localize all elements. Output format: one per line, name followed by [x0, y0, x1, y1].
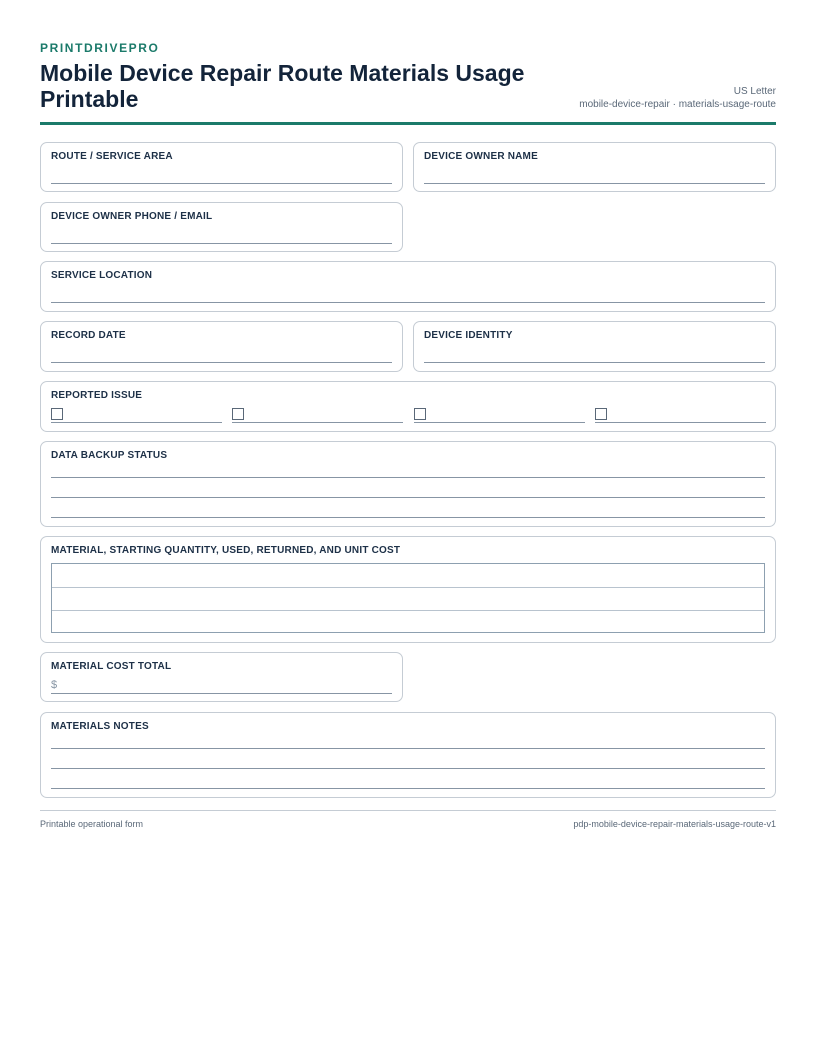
device-identity-field[interactable] [413, 321, 776, 372]
owner-contact-input-line[interactable] [51, 243, 392, 244]
footer-divider [40, 810, 776, 811]
cost-total-field[interactable] [40, 652, 403, 702]
cost-total-input-line[interactable] [51, 693, 392, 694]
backup-status-line-1[interactable] [51, 477, 765, 478]
footer-form-id: pdp-mobile-device-repair-materials-usage-route-v1 [573, 819, 776, 829]
owner-name-input-line[interactable] [424, 183, 765, 184]
issue-option-1[interactable] [51, 408, 222, 422]
issue-option-line[interactable] [595, 422, 766, 423]
header-divider [40, 122, 776, 125]
cost-total-label: MATERIAL COST TOTAL [51, 661, 172, 672]
backup-status-label: DATA BACKUP STATUS [51, 450, 168, 461]
issue-option-2[interactable] [232, 408, 403, 422]
paper-size: US Letter [733, 86, 776, 97]
materials-table[interactable] [51, 563, 765, 633]
issue-option-line[interactable] [51, 422, 222, 423]
notes-line-2[interactable] [51, 768, 765, 769]
materials-table-section [40, 536, 776, 643]
document-slug: mobile-device-repair · materials-usage-route [579, 99, 776, 110]
owner-name-label: DEVICE OWNER NAME [424, 151, 538, 162]
route-field[interactable] [40, 142, 403, 192]
service-location-field[interactable] [40, 261, 776, 312]
materials-notes-field[interactable] [40, 712, 776, 798]
checkbox-icon[interactable] [232, 408, 244, 420]
currency-symbol: $ [51, 679, 58, 691]
service-location-label: SERVICE LOCATION [51, 270, 153, 281]
device-identity-input-line[interactable] [424, 362, 765, 363]
issue-option-4[interactable] [595, 408, 766, 422]
checkbox-icon[interactable] [51, 408, 63, 420]
materials-notes-label: MATERIALS NOTES [51, 721, 149, 732]
notes-line-3[interactable] [51, 788, 765, 789]
route-input-line[interactable] [51, 183, 392, 184]
checkbox-icon[interactable] [595, 408, 607, 420]
reported-issue-field [40, 381, 776, 432]
backup-status-line-2[interactable] [51, 497, 765, 498]
owner-name-field[interactable] [413, 142, 776, 192]
route-label: ROUTE / SERVICE AREA [51, 151, 173, 162]
owner-contact-label: DEVICE OWNER PHONE / EMAIL [51, 211, 213, 222]
owner-contact-field[interactable] [40, 202, 403, 252]
notes-line-1[interactable] [51, 748, 765, 749]
backup-status-line-3[interactable] [51, 517, 765, 518]
issue-option-3[interactable] [414, 408, 585, 422]
document-meta [579, 85, 776, 111]
checkbox-icon[interactable] [414, 408, 426, 420]
footer-left-text: Printable operational form [40, 819, 144, 829]
issue-option-line[interactable] [414, 422, 585, 423]
device-identity-label: DEVICE IDENTITY [424, 330, 513, 341]
page-title: Mobile Device Repair Route Materials Usage Printable [40, 60, 525, 112]
record-date-field[interactable] [40, 321, 403, 372]
table-row-divider [52, 610, 764, 611]
materials-table-label: MATERIAL, STARTING QUANTITY, USED, RETURNED, AND UNIT COST [51, 545, 401, 556]
record-date-label: RECORD DATE [51, 330, 126, 341]
brand-logo-text: PRINTDRIVEPRO [40, 41, 160, 55]
service-location-input-line[interactable] [51, 302, 765, 303]
record-date-input-line[interactable] [51, 362, 392, 363]
issue-option-line[interactable] [232, 422, 403, 423]
backup-status-field[interactable] [40, 441, 776, 527]
table-row-divider [52, 587, 764, 588]
reported-issue-label: REPORTED ISSUE [51, 390, 143, 401]
